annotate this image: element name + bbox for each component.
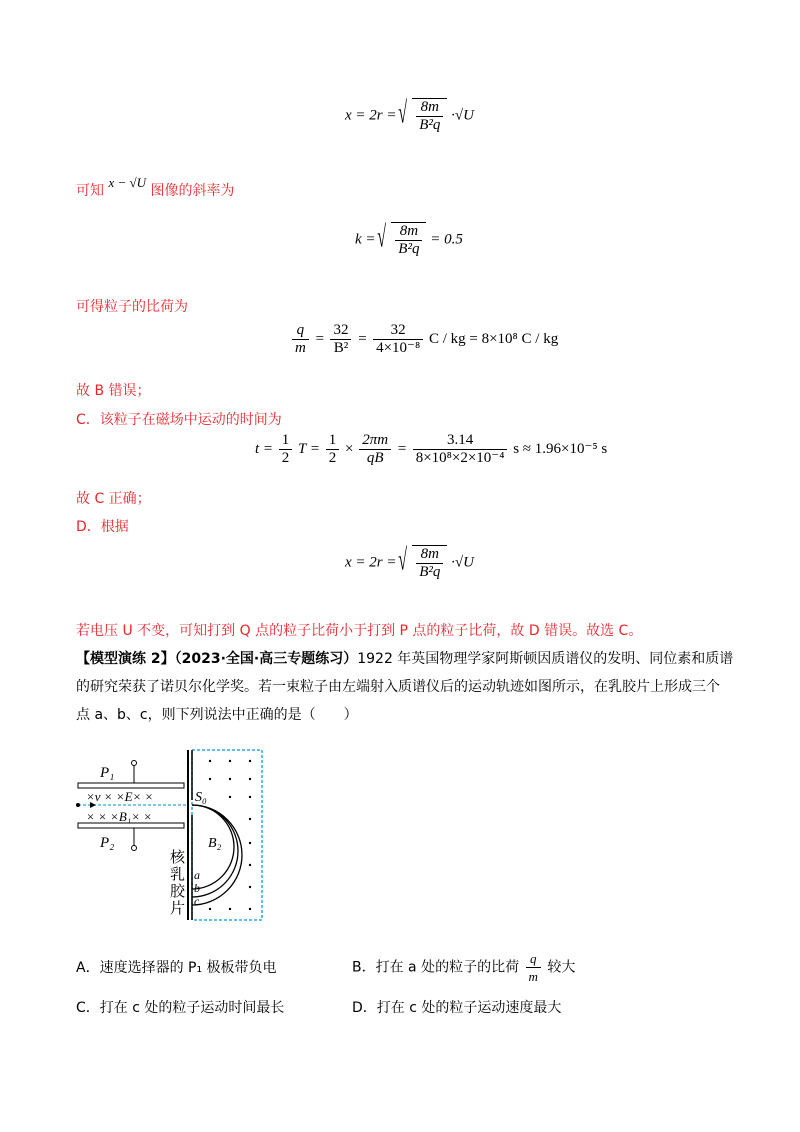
text-suffix: 图像的斜率为 [150, 183, 235, 199]
equals: = [314, 330, 325, 347]
fraction-half [326, 432, 340, 467]
problem-line: 点 a、b、c，则下列说法中正确的是（ ） [76, 707, 358, 723]
label-film: 片 [170, 899, 186, 917]
problem-line: 的研究荣获了诺贝尔化学奖。若一束粒子由左端射入质谱仪后的运动轨迹如图所示，在乳胶片上形成三个 [76, 679, 720, 695]
text-conclusion: 若电压 U 不变，可知打到 Q 点的粒子比荷小于打到 P 点的粒子比荷，故 D 错误。故选 C。 [76, 623, 643, 639]
numerator: 32 [373, 322, 423, 340]
denominator: m [528, 969, 538, 984]
equals: = [396, 440, 407, 457]
text-prefix: 可知 [76, 183, 104, 199]
fraction [416, 546, 443, 581]
formula-tail: ·√U [451, 107, 474, 124]
numerator: √ 8m [416, 99, 443, 117]
fraction [416, 99, 443, 134]
field-region-b2 [192, 750, 262, 920]
numerator: 2πm [359, 432, 391, 450]
label-film: 乳 [170, 865, 186, 883]
text-slope-line [76, 175, 235, 200]
label-p1: P₁ [100, 765, 115, 781]
numerator: 1 [279, 432, 293, 450]
text-b-wrong: 故 B 错误； [76, 383, 151, 399]
fraction-q-m [292, 322, 309, 357]
sqrt [379, 222, 426, 258]
denominator: 2 [328, 450, 337, 466]
option-b-text: B．打在 a 处的粒子的比荷 [352, 959, 520, 976]
formula-lhs: t = [255, 440, 274, 457]
sqrt [400, 545, 447, 581]
formula-lhs: x = 2r = [345, 107, 397, 124]
option-b[interactable] [352, 950, 575, 985]
formula-lhs: x = 2r = [345, 554, 397, 571]
label-film: 胶 [170, 882, 186, 900]
label-c: c [194, 894, 200, 908]
fraction-2pim-qb [359, 432, 391, 467]
option-a[interactable]: A．速度选择器的 P₁ 极板带负电 [76, 960, 277, 976]
option-c[interactable]: C．打在 c 处的粒子运动时间最长 [76, 1000, 285, 1016]
label-b: b [194, 881, 200, 895]
label-film: 核 [170, 848, 186, 866]
denominator: 4×10⁻⁸ [376, 340, 421, 356]
denominator: B² [333, 340, 349, 356]
numerator: √ 8m [395, 223, 422, 241]
option-d[interactable]: D．打在 c 处的粒子运动速度最大 [352, 1000, 562, 1016]
text-option-c-reason: C．该粒子在磁场中运动的时间为 [76, 412, 282, 428]
formula-tail: C / kg = 8×10⁸ C / kg [428, 330, 559, 347]
sqrt [400, 98, 447, 134]
denominator: B²q [419, 564, 441, 580]
denominator: B²q [398, 241, 420, 257]
numerator: √ 8m [416, 546, 443, 564]
option-b-text-end: 较大 [547, 959, 576, 976]
numerator: 1 [326, 432, 340, 450]
problem-tag: 【模型演练 2】（2023·全国·高三专题练习） [76, 651, 358, 667]
numerator: 3.14 [413, 432, 508, 450]
fraction-32-value [373, 322, 423, 357]
formula-lhs: k = [355, 231, 376, 248]
fraction-half [279, 432, 293, 467]
problem-statement [76, 645, 736, 729]
formula-x-2r [345, 98, 474, 134]
fraction-32-b2 [330, 322, 351, 357]
problem-line: 1922 年英国物理学家阿斯顿因质谱仪的发明、同位素和质谱 [357, 651, 734, 667]
formula-x-2r-repeat [345, 545, 474, 581]
period-t: T = [298, 440, 320, 457]
denominator: qB [366, 450, 384, 466]
times: × [345, 440, 354, 457]
text-option-d-reason: D．根据 [76, 519, 129, 535]
inline-formula: x − √U [108, 175, 147, 190]
formula-time [255, 432, 607, 467]
equals: = [357, 330, 368, 347]
label-a: a [194, 868, 200, 882]
text-c-correct: 故 C 正确； [76, 491, 151, 507]
text-charge-line: 可得粒子的比荷为 [76, 299, 188, 315]
fraction-q-m [526, 950, 541, 985]
formula-k [355, 222, 463, 258]
denominator: 2 [281, 450, 290, 466]
denominator: B²q [419, 117, 441, 133]
numerator: 32 [330, 322, 351, 340]
label-p2: P₂ [100, 835, 115, 851]
terminal-p1 [132, 761, 137, 766]
label-row1: ×v × ×E× × [86, 789, 154, 804]
formula-tail: ·√U [451, 554, 474, 571]
numerator: q [526, 950, 541, 968]
denominator: m [295, 340, 306, 356]
numerator: q [292, 322, 309, 340]
plate-p1 [78, 783, 184, 788]
formula-charge-ratio [290, 322, 558, 357]
denominator: 8×10⁸×2×10⁻⁴ [415, 450, 505, 466]
label-s0: S₀ [195, 790, 207, 805]
terminal-p2 [132, 846, 137, 851]
label-b2: B₂ [208, 836, 222, 851]
mass-spectrometer-diagram [70, 745, 270, 925]
fraction [395, 223, 422, 258]
formula-tail: = 0.5 [430, 231, 463, 248]
label-row2: × × ×B₁× × [86, 809, 153, 824]
formula-tail: s ≈ 1.96×10⁻⁵ s [513, 440, 608, 457]
fraction-value [413, 432, 508, 467]
